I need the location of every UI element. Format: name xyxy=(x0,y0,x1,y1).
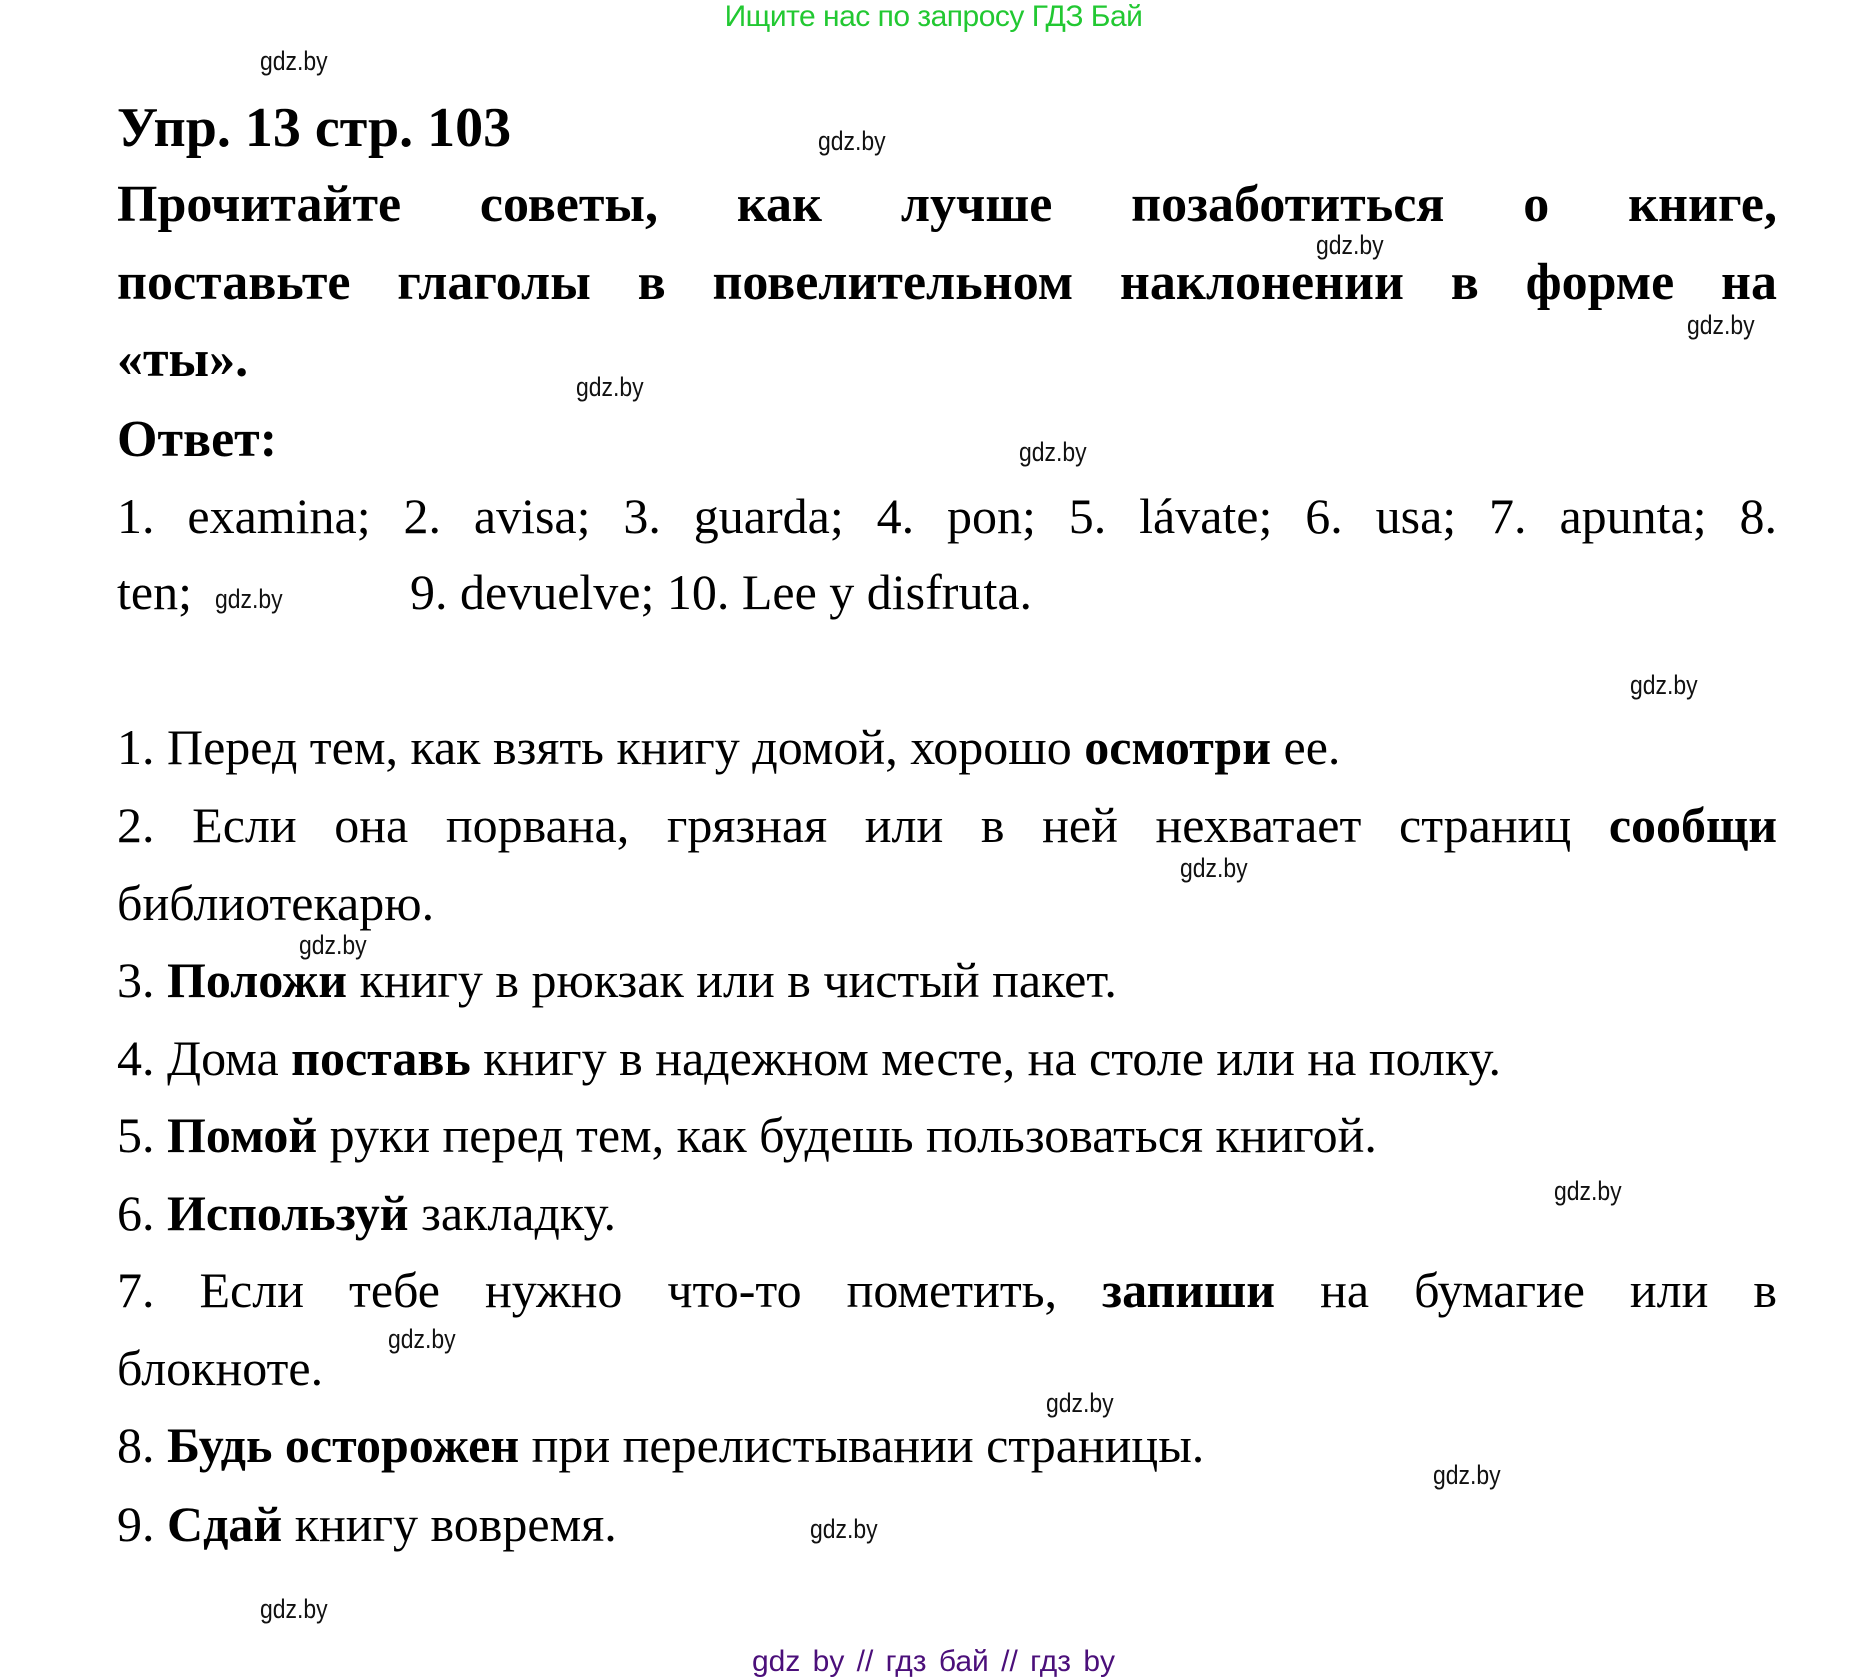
watermark: gdz.by xyxy=(260,1594,328,1624)
watermark: gdz.by xyxy=(1630,670,1698,700)
watermark: gdz.by xyxy=(388,1324,456,1354)
verb-highlight: Используй xyxy=(167,1185,409,1241)
verb-highlight: сообщи xyxy=(1608,797,1778,853)
sentence-7: 7. Если тебе нужно что-то пометить, запиши на бумагие или в xyxy=(117,1262,1778,1318)
verb-highlight: Помой xyxy=(167,1107,318,1163)
sentence-8: 8. Будь осторожен при перелистывании страницы. xyxy=(117,1417,1205,1473)
sentence-7-continued: блокноте. xyxy=(117,1340,324,1396)
watermark: gdz.by xyxy=(1180,853,1248,883)
watermark: gdz.by xyxy=(1316,230,1384,260)
search-banner: Ищите нас по запросу ГДЗ Бай xyxy=(724,0,1143,33)
sentence-4: 4. Дома поставь книгу в надежном месте, на столе или на полку. xyxy=(117,1030,1501,1086)
footer-site-links: gdz by // гдз бай // гдз by xyxy=(751,1645,1116,1678)
sentence-5: 5. Помой руки перед тем, как будешь пользоваться книгой. xyxy=(117,1107,1377,1163)
sentence-2: 2. Если она порвана, грязная или в ней нехватает страниц сообщи xyxy=(117,797,1778,853)
exercise-title: Упр. 13 стр. 103 xyxy=(117,97,512,159)
verb-highlight: поставь xyxy=(291,1030,471,1086)
sentence-1: 1. Перед тем, как взять книгу домой, хорошо осмотри ее. xyxy=(117,719,1341,775)
sentence-9: 9. Сдай книгу вовремя. xyxy=(117,1496,617,1552)
watermark: gdz.by xyxy=(299,930,367,960)
watermark: gdz.by xyxy=(1554,1176,1622,1206)
watermark: gdz.by xyxy=(1019,437,1087,467)
instruction-line-1: Прочитайте советы, как лучше позаботиться о книге, xyxy=(117,176,1777,233)
answer-heading: Ответ: xyxy=(117,411,278,468)
answer-line-2-continued: 9. devuelve; 10. Lee y disfruta. xyxy=(410,564,1033,620)
sentence-6: 6. Используй закладку. xyxy=(117,1185,616,1241)
watermark: gdz.by xyxy=(810,1514,878,1544)
instruction-line-3: «ты». xyxy=(117,331,249,388)
answer-line-2: ten; xyxy=(117,564,192,620)
watermark: gdz.by xyxy=(1433,1460,1501,1490)
watermark: gdz.by xyxy=(1687,310,1755,340)
verb-highlight: Положи xyxy=(167,952,348,1008)
watermark: gdz.by xyxy=(818,126,886,156)
instruction-line-2: поставьте глаголы в повелительном наклонении в форме на xyxy=(117,254,1777,311)
verb-highlight: Будь осторожен xyxy=(167,1417,520,1473)
watermark: gdz.by xyxy=(215,584,283,614)
watermark: gdz.by xyxy=(1046,1388,1114,1418)
sentence-3: 3. Положи книгу в рюкзак или в чистый пакет. xyxy=(117,952,1117,1008)
verb-highlight: осмотри xyxy=(1084,719,1272,775)
watermark: gdz.by xyxy=(576,372,644,402)
watermark: gdz.by xyxy=(260,46,328,76)
verb-highlight: запиши xyxy=(1102,1262,1276,1318)
verb-highlight: Сдай xyxy=(167,1496,283,1552)
answer-line-1: 1. examina; 2. avisa; 3. guarda; 4. pon; 5. lávate; 6. usa; 7. apunta; 8. xyxy=(117,488,1777,544)
sentence-2-continued: библиотекарю. xyxy=(117,875,435,931)
